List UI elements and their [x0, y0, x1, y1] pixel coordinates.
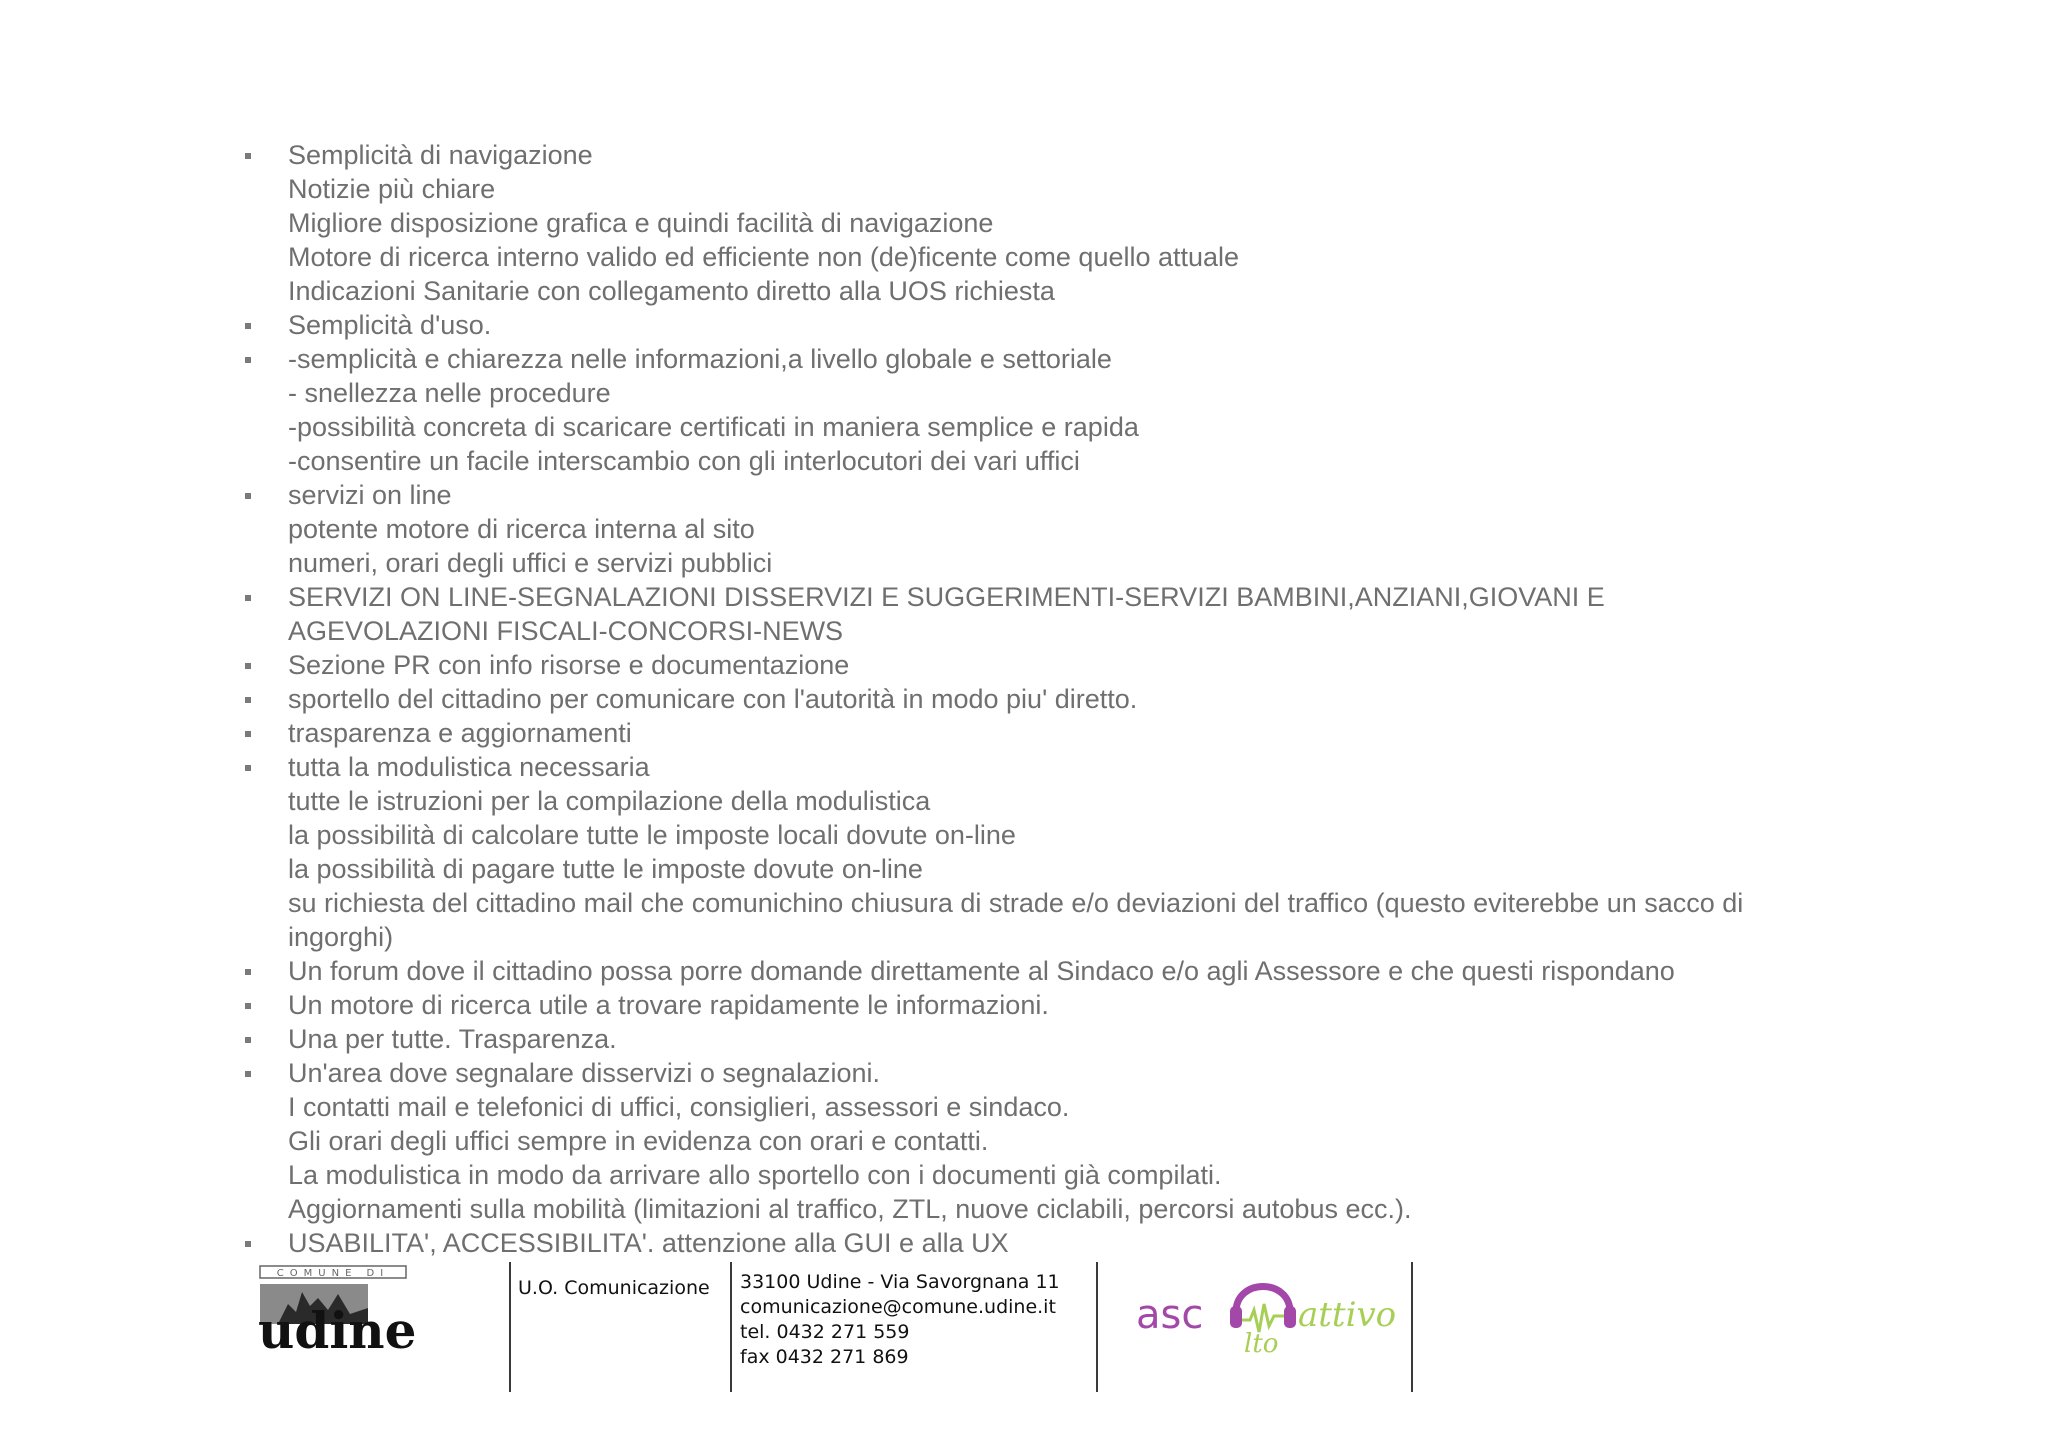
footer-divider [509, 1262, 511, 1392]
footer-divider [1411, 1262, 1413, 1392]
list-item-line: -semplicità e chiarezza nelle informazioni,a livello globale e settoriale [288, 344, 1112, 374]
list-item-line: Aggiornamenti sulla mobilità (limitazioni al traffico, ZTL, nuove ciclabili, percorsi autobus ecc.). [288, 1194, 1412, 1224]
list-item-line: La modulistica in modo da arrivare allo sportello con i documenti già compilati. [288, 1160, 1222, 1190]
list-item-line: ingorghi) [288, 922, 394, 952]
list-item-line: Indicazioni Sanitarie con collegamento diretto alla UOS richiesta [288, 276, 1055, 306]
footer-divider [730, 1262, 732, 1392]
suggestions-list [242, 138, 1962, 1260]
list-item [242, 138, 1962, 308]
list-item [242, 682, 1962, 716]
contact-email: comunicazione@comune.udine.it [740, 1296, 1056, 1318]
list-item [242, 1226, 1962, 1260]
list-item-line: numeri, orari degli uffici e servizi pubblici [288, 548, 773, 578]
list-item-line: la possibilità di calcolare tutte le imposte locali dovute on-line [288, 820, 1016, 850]
list-item-line: Sezione PR con info risorse e documentazione [288, 650, 850, 680]
logo-top-text: COMUNE DI [276, 1268, 390, 1279]
list-item-line: su richiesta del cittadino mail che comunichino chiusura di strade e/o deviazioni del traffico (questo eviterebbe un sacco di [288, 888, 1744, 918]
list-item-line: Gli orari degli uffici sempre in evidenza con orari e contatti. [288, 1126, 989, 1156]
ascolto-attivo-logo [1132, 1264, 1402, 1364]
list-item [242, 308, 1962, 342]
list-item [242, 988, 1962, 1022]
list-item [242, 1022, 1962, 1056]
list-item-line: potente motore di ricerca interna al sito [288, 514, 755, 544]
list-item [242, 342, 1962, 478]
list-item-line: Un motore di ricerca utile a trovare rapidamente le informazioni. [288, 990, 1049, 1020]
list-item-line: sportello del cittadino per comunicare con l'autorità in modo piu' diretto. [288, 684, 1138, 714]
list-item-line: la possibilità di pagare tutte le imposte dovute on-line [288, 854, 923, 884]
contact-block [740, 1270, 1060, 1370]
list-item-line: tutta la modulistica necessaria [288, 752, 650, 782]
list-item [242, 716, 1962, 750]
footer-divider [1096, 1262, 1098, 1392]
brand-mid-text: lto [1244, 1329, 1279, 1359]
list-item-line: Semplicità di navigazione [288, 140, 593, 170]
soundwave-icon [1242, 1304, 1284, 1332]
list-item-line: I contatti mail e telefonici di uffici, consiglieri, assessori e sindaco. [288, 1092, 1070, 1122]
list-item [242, 580, 1962, 648]
list-item [242, 648, 1962, 682]
list-item-line: USABILITA', ACCESSIBILITA'. attenzione alla GUI e alla UX [288, 1228, 1009, 1258]
list-item-line: - snellezza nelle procedure [288, 378, 611, 408]
list-item-line: Un'area dove segnalare disservizi o segnalazioni. [288, 1058, 880, 1088]
list-item-line: servizi on line [288, 480, 452, 510]
contact-fax: fax 0432 271 869 [740, 1346, 909, 1368]
headphone-right-cup [1284, 1306, 1296, 1328]
contact-address: 33100 Udine - Via Savorgnana 11 [740, 1271, 1060, 1293]
office-name: U.O. Comunicazione [518, 1277, 710, 1299]
list-item-line: Motore di ricerca interno valido ed efficiente non (de)ficente come quello attuale [288, 242, 1240, 272]
list-item [242, 478, 1962, 580]
list-item [242, 1056, 1962, 1226]
list-item-line: AGEVOLAZIONI FISCALI-CONCORSI-NEWS [288, 616, 844, 646]
list-item-line: -possibilità concreta di scaricare certificati in maniera semplice e rapida [288, 412, 1139, 442]
contact-tel: tel. 0432 271 559 [740, 1321, 910, 1343]
headphone-left-cup [1230, 1306, 1242, 1328]
list-item-line: Un forum dove il cittadino possa porre domande direttamente al Sindaco e/o agli Assessore e che questi rispondano [288, 956, 1675, 986]
list-item-line: Una per tutte. Trasparenza. [288, 1024, 617, 1054]
brand-left-text: asc [1136, 1292, 1204, 1338]
list-item-line: trasparenza e aggiornamenti [288, 718, 632, 748]
list-item-line: tutte le istruzioni per la compilazione della modulistica [288, 786, 931, 816]
logo-main-text: udine [258, 1301, 417, 1352]
brand-right-text: attivo [1298, 1295, 1397, 1335]
list-item-line: SERVIZI ON LINE-SEGNALAZIONI DISSERVIZI E SUGGERIMENTI-SERVIZI BAMBINI,ANZIANI,GIOVANI E [288, 582, 1605, 612]
list-item-line: Notizie più chiare [288, 174, 496, 204]
list-item [242, 954, 1962, 988]
comune-di-udine-logo [258, 1264, 444, 1352]
list-item-line: -consentire un facile interscambio con gli interlocutori dei vari uffici [288, 446, 1080, 476]
list-item [242, 750, 1962, 954]
list-item-line: Semplicità d'uso. [288, 310, 492, 340]
list-item-line: Migliore disposizione grafica e quindi facilità di navigazione [288, 208, 994, 238]
